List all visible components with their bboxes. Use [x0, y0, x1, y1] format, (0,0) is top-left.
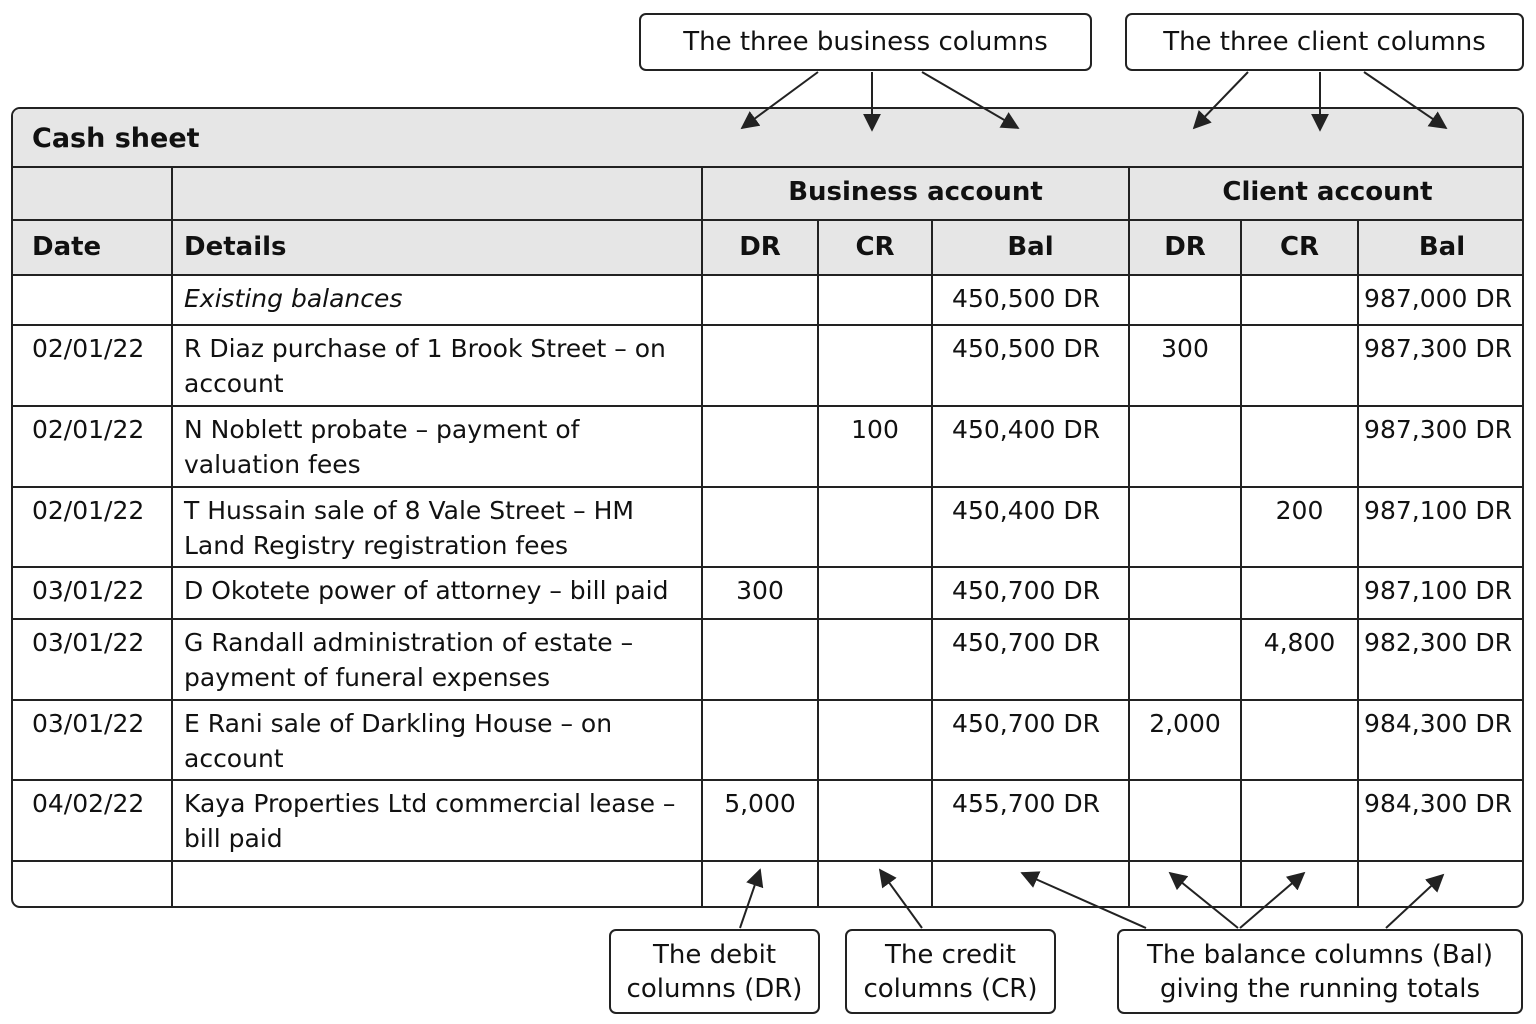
row-date: 02/01/22 — [32, 334, 145, 363]
row-date: 03/01/22 — [32, 628, 145, 657]
row-b-bal: 450,400 DR — [952, 415, 1100, 444]
header-client-account: Client account — [1222, 177, 1433, 207]
arrow-balance-client-dr — [1170, 873, 1238, 928]
header-date: Date — [32, 232, 102, 262]
row-date: 02/01/22 — [32, 415, 145, 444]
header-business-cr: CR — [855, 232, 895, 262]
row-b-cr: 100 — [851, 415, 899, 444]
header-client-dr: DR — [1164, 232, 1206, 262]
arrow-credit — [880, 870, 922, 928]
header-business-dr: DR — [739, 232, 781, 262]
row-details-line: bill paid — [184, 824, 283, 853]
row-c-bal: 987,000 DR — [1364, 284, 1512, 313]
row-c-bal: 987,300 DR — [1364, 334, 1512, 363]
row-b-bal: 450,700 DR — [952, 709, 1100, 738]
row-b-dr: 300 — [736, 576, 784, 605]
arrow-business-dr — [742, 72, 818, 128]
header-details: Details — [184, 232, 287, 262]
row-c-cr: 200 — [1275, 496, 1324, 525]
row-c-bal: 987,100 DR — [1364, 576, 1512, 605]
row-details-line: T Hussain sale of 8 Vale Street – HM — [184, 496, 634, 525]
callout-credit-line2: columns (CR) — [863, 973, 1038, 1004]
row-b-bal: 450,700 DR — [952, 576, 1100, 605]
row-details-line: Kaya Properties Ltd commercial lease – — [184, 789, 676, 818]
row-details-line: D Okotete power of attorney – bill paid — [184, 576, 669, 605]
row-b-bal: 455,700 DR — [952, 789, 1100, 818]
callout-credit-line1: The credit — [885, 939, 1016, 970]
row-details-line: valuation fees — [184, 450, 361, 479]
callout-balance-line2: giving the running totals — [1159, 973, 1481, 1004]
callout-business-text: The three business columns — [683, 27, 1048, 57]
row-date: 03/01/22 — [32, 709, 145, 738]
row-b-bal: 450,500 DR — [952, 284, 1100, 313]
arrow-client-bal — [1364, 72, 1446, 128]
row-c-bal: 987,300 DR — [1364, 415, 1512, 444]
row-details-line: N Noblett probate – payment of — [184, 415, 580, 444]
row-b-bal: 450,500 DR — [952, 334, 1100, 363]
row-date: 04/02/22 — [32, 789, 145, 818]
row-c-bal: 984,300 DR — [1364, 789, 1512, 818]
row-b-dr: 5,000 — [724, 789, 796, 818]
row-c-bal: 984,300 DR — [1364, 709, 1512, 738]
arrow-business-bal — [922, 72, 1018, 128]
row-date: 02/01/22 — [32, 496, 145, 525]
row-details-line: R Diaz purchase of 1 Brook Street – on — [184, 334, 666, 363]
row-details-line: E Rani sale of Darkling House – on — [184, 709, 613, 738]
row-details-line: Existing balances — [184, 284, 403, 313]
arrow-debit — [740, 870, 760, 928]
row-c-bal: 987,100 DR — [1364, 496, 1512, 525]
callout-client-text: The three client columns — [1163, 27, 1486, 57]
row-c-bal: 982,300 DR — [1364, 628, 1512, 657]
row-date: 03/01/22 — [32, 576, 145, 605]
header-business-bal: Bal — [1007, 232, 1054, 262]
header-client-bal: Bal — [1418, 232, 1466, 262]
callout-debit-line1: The debit — [652, 939, 777, 970]
callout-balance-line1: The balance columns (Bal) — [1146, 939, 1494, 970]
arrow-balance-client-bal — [1386, 875, 1443, 928]
row-c-dr: 2,000 — [1149, 709, 1221, 738]
sheet-title: Cash sheet — [32, 123, 200, 154]
header-client-cr: CR — [1279, 232, 1320, 262]
row-details-line: account — [184, 744, 284, 773]
row-b-bal: 450,400 DR — [952, 496, 1100, 525]
row-b-bal: 450,700 DR — [952, 628, 1100, 657]
row-details-line: Land Registry registration fees — [184, 531, 568, 560]
row-c-cr: 4,800 — [1263, 628, 1336, 657]
arrow-balance-client-cr — [1240, 873, 1304, 928]
callout-debit-line2: columns (DR) — [626, 973, 803, 1004]
row-details-line: payment of funeral expenses — [184, 663, 550, 692]
arrow-client-dr — [1194, 72, 1248, 128]
arrow-balance-business — [1022, 873, 1146, 928]
row-c-dr: 300 — [1161, 334, 1209, 363]
row-details-line: account — [184, 369, 284, 398]
row-details-line: G Randall administration of estate – — [184, 628, 634, 657]
header-business-account: Business account — [788, 177, 1043, 207]
